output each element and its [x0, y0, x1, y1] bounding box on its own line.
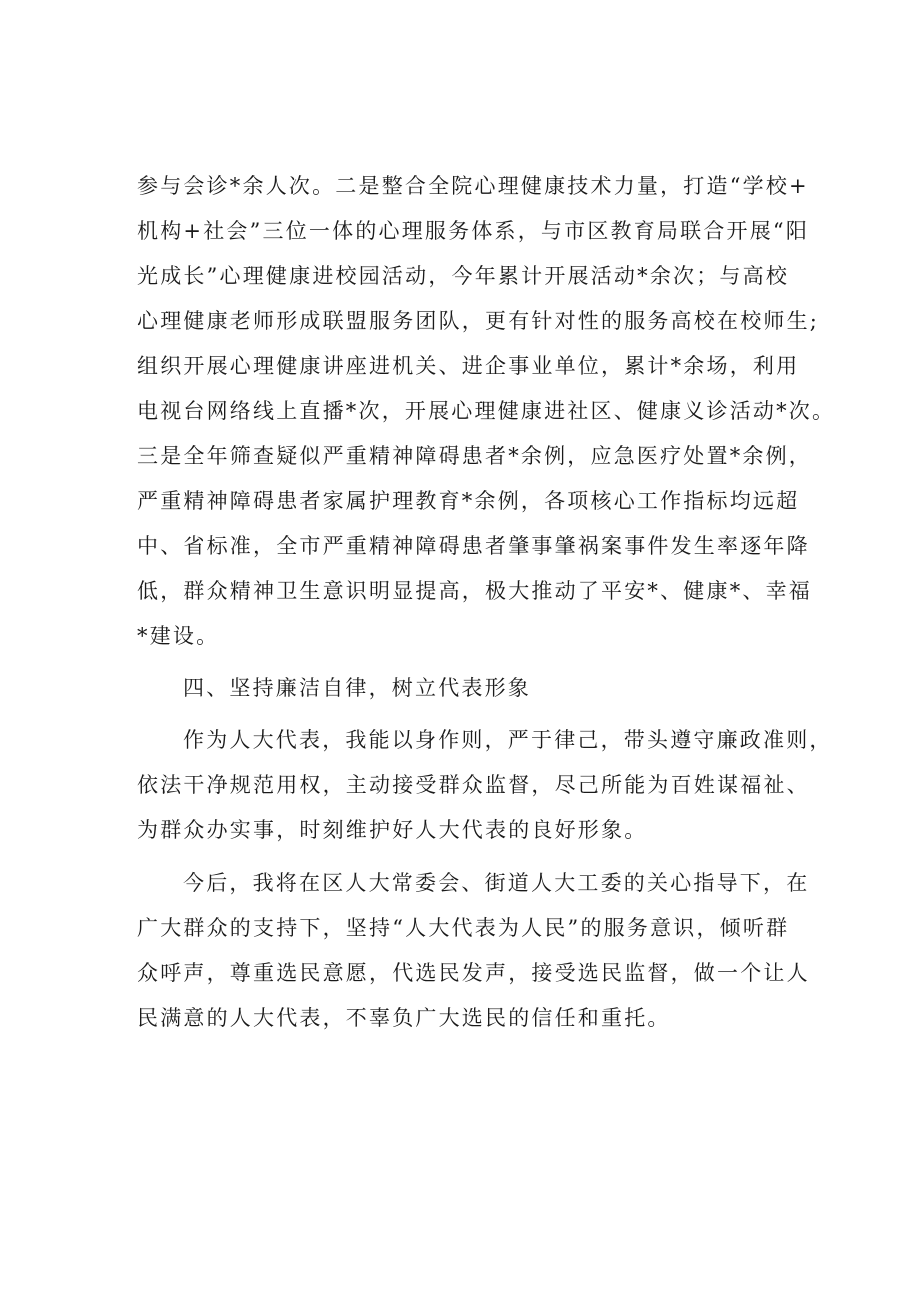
paragraph-future — [137, 861, 827, 1041]
spacer — [137, 853, 827, 861]
paragraph-integrity — [137, 718, 833, 853]
text-line: 民满意的人大代表，不辜负广大选民的信任和重托。 — [137, 1006, 671, 1030]
text-line: 作为人大代表，我能以身作则，严于律己，带头遵守廉政准则， — [183, 728, 833, 752]
text-line: 为群众办实事，时刻维护好人大代表的良好形象。 — [137, 818, 648, 842]
paragraph-service-work — [137, 164, 836, 659]
spacer — [137, 659, 827, 666]
text-line: 依法干净规范用权，主动接受群众监督，尽己所能为百姓谋福祉、 — [137, 773, 810, 797]
text-line: 机构+社会”三位一体的心理服务体系，与市区教育局联合开展“阳 — [137, 219, 810, 243]
text-line: *建设。 — [137, 624, 220, 648]
text-line: 心理健康老师形成联盟服务团队，更有针对性的服务高校在校师生; — [137, 309, 820, 333]
document-body — [137, 164, 836, 1041]
section-heading: 四、坚持廉洁自律，树立代表形象 — [183, 676, 531, 700]
text-line: 参与会诊*余人次。二是整合全院心理健康技术力量，打造“学校+ — [137, 174, 809, 198]
text-line: 今后，我将在区人大常委会、街道人大工委的关心指导下，在 — [183, 871, 810, 895]
text-line: 中、省标准，全市严重精神障碍患者肇事肇祸案事件发生率逐年降 — [137, 534, 810, 558]
text-line: 三是全年筛查疑似严重精神障碍患者*余例，应急医疗处置*余例， — [137, 444, 812, 468]
text-line: 组织开展心理健康讲座进机关、进企事业单位，累计*余场，利用 — [137, 354, 800, 378]
text-line: 电视台网络线上直播*次，开展心理健康进社区、健康义诊活动*次。 — [137, 399, 836, 423]
text-line: 低，群众精神卫生意识明显提高，极大推动了平安*、健康*、幸福 — [137, 579, 812, 603]
spacer — [137, 711, 827, 718]
text-line: 严重精神障碍患者家属护理教育*余例，各项核心工作指标均远超 — [137, 489, 800, 513]
text-line: 众呼声，尊重选民意愿，代选民发声，接受选民监督，做一个让人 — [137, 961, 810, 985]
text-line: 光成长”心理健康进校园活动，今年累计开展活动*余次；与高校 — [137, 264, 790, 288]
text-line: 广大群众的支持下，坚持“人大代表为人民”的服务意识，倾听群 — [137, 916, 790, 940]
